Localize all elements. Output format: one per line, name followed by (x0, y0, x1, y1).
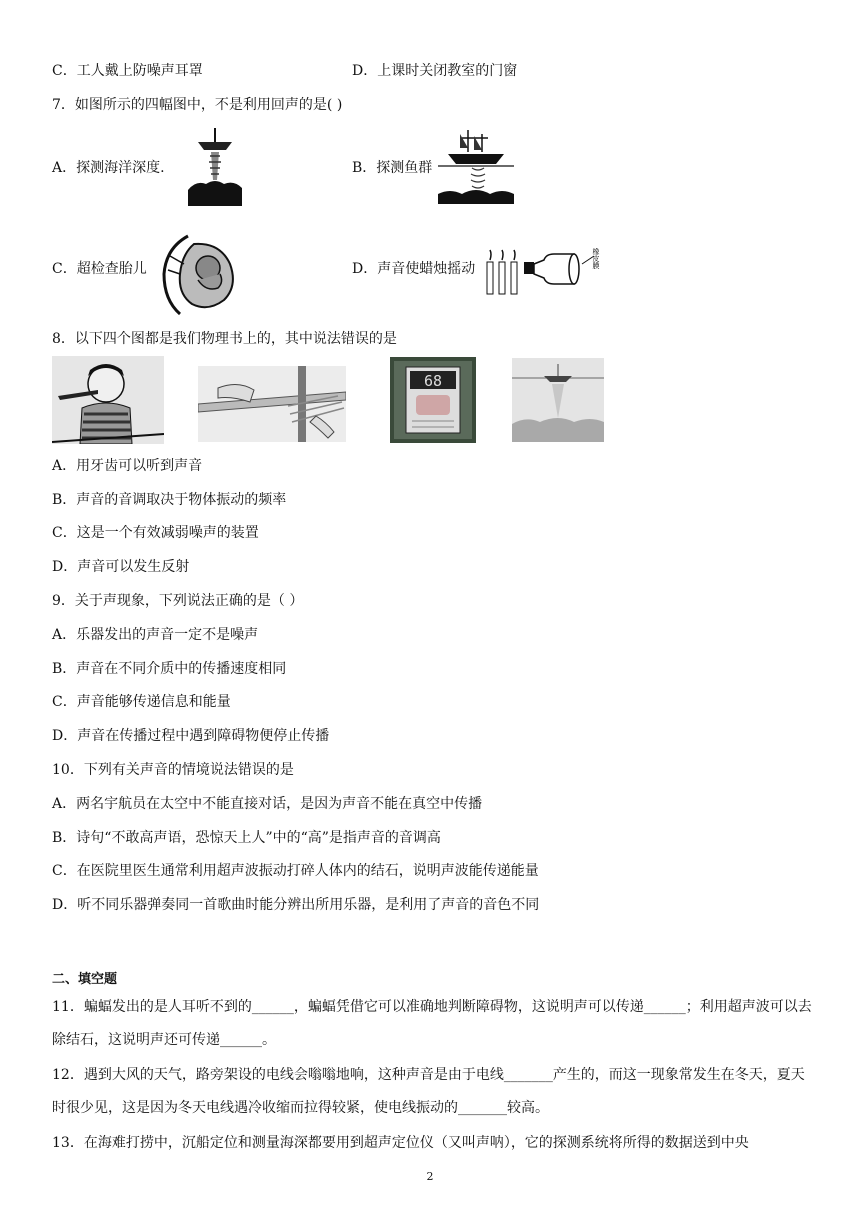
q7-option-b: B．探测鱼群 (352, 160, 433, 176)
q7-option-d: D．声音使蜡烛摇动 (352, 261, 476, 277)
q9-option-d: D．声音在传播过程中遇到障碍物便停止传播 (52, 728, 330, 744)
sonar-reflection-figure (512, 358, 604, 442)
q10-option-d: D．听不同乐器弹奏同一首歌曲时能分辨出所用乐器，是利用了声音的音色不同 (52, 897, 540, 913)
decibel-display-value: 68 (423, 372, 443, 390)
ruler-vibration-figure (198, 366, 346, 442)
teeth-hearing-figure (52, 356, 164, 444)
q12-text: 12．遇到大风的天气，路旁架设的电线会嗡嗡地响，这种声音是由于电线_______产生的，而这一现象常发生在冬天，夏天时很少见，这是因为冬天电线遇冷收缩而拉得较紧，使电线振动的_______较高。 (52, 1067, 805, 1116)
q8-option-c: C．这是一个有效减弱噪声的装置 (52, 525, 259, 541)
q10-stem: 10．下列有关声音的情境说法错误的是 (52, 762, 294, 778)
q8-option-d: D．声音可以发生反射 (52, 559, 190, 575)
page-number: 2 (426, 1170, 434, 1183)
noise-monitor-figure (390, 357, 476, 443)
q13-text: 13．在海难打捞中，沉船定位和测量海深都要用到超声定位仪（又叫声呐），它的探测系统将所得的数据送到中央 (52, 1135, 749, 1151)
q9-stem: 9．关于声现象，下列说法正确的是（ ） (52, 593, 304, 609)
fish-detection-figure (438, 126, 514, 204)
q11-text: 11．蝙蝠发出的是人耳听不到的______，蝙蝠凭借它可以准确地判断障碍物，这说明声可以传递______；利用超声波可以去除结石，这说明声还可传递______。 (52, 999, 812, 1048)
ultrasound-fetus-figure (158, 234, 242, 316)
section-heading-fill-blank: 二、填空题 (52, 972, 118, 987)
q7-stem: 7．如图所示的四幅图中，不是利用回声的是( ) (52, 97, 343, 113)
rubber-membrane-label: 橡皮膜 (592, 248, 600, 269)
q10-option-b: B．诗句“不敢高声语，恐惊天上人”中的“高”是指声音的音调高 (52, 830, 441, 846)
q7-option-a: A．探测海洋深度. (52, 160, 165, 176)
q8-option-a: A．用牙齿可以听到声音 (52, 458, 203, 474)
ocean-depth-figure (186, 126, 244, 206)
q7-option-c: C．超检查胎儿 (52, 261, 147, 277)
q8-stem: 8．以下四个图都是我们物理书上的，其中说法错误的是 (52, 331, 397, 347)
q10-option-a: A．两名宇航员在太空中不能直接对话，是因为声音不能在真空中传播 (52, 796, 483, 812)
q6-option-c: C．工人戴上防噪声耳罩 (52, 63, 203, 79)
q9-option-c: C．声音能够传递信息和能量 (52, 694, 231, 710)
q6-option-d: D．上课时关闭教室的门窗 (352, 63, 518, 79)
q9-option-a: A．乐器发出的声音一定不是噪声 (52, 627, 259, 643)
q8-option-b: B．声音的音调取决于物体振动的频率 (52, 492, 287, 508)
candle-bottle-figure (482, 244, 612, 298)
q9-option-b: B．声音在不同介质中的传播速度相同 (52, 661, 287, 677)
q10-option-c: C．在医院里医生通常利用超声波振动打碎人体内的结石，说明声波能传递能量 (52, 863, 539, 879)
